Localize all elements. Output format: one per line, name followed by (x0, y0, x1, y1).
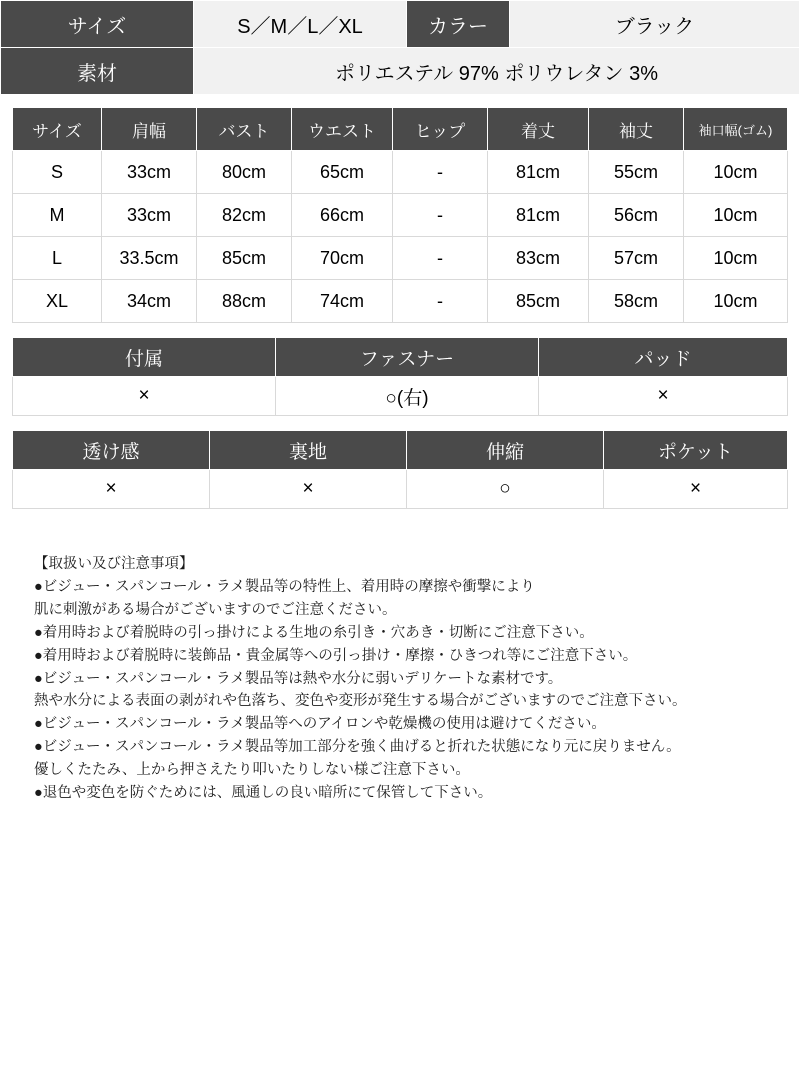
cell-size: XL (13, 280, 102, 323)
cell-bust: 82cm (197, 194, 292, 237)
spec-label-size: サイズ (1, 1, 194, 48)
table-header-row (13, 431, 788, 470)
feature-value-accessory: × (13, 377, 276, 416)
feature-header-zipper: ファスナー (276, 338, 539, 377)
cell-cuff: 10cm (684, 194, 788, 237)
table-header-row (13, 108, 788, 151)
table-row (13, 194, 788, 237)
cell-length: 83cm (488, 237, 589, 280)
col-header-shoulder: 肩幅 (102, 108, 197, 151)
spec-value-material: ポリエステル 97% ポリウレタン 3% (194, 48, 800, 95)
cell-hip: - (393, 280, 488, 323)
col-header-waist: ウエスト (292, 108, 393, 151)
spec-label-material: 素材 (1, 48, 194, 95)
property-value-pocket: × (604, 470, 788, 509)
note-line: ●ビジュー・スパンコール・ラメ製品等は熱や水分に弱いデリケートな素材です。 (34, 670, 563, 687)
cell-length: 81cm (488, 194, 589, 237)
feature-header-accessory: 付属 (13, 338, 276, 377)
property-header-sheerness: 透け感 (13, 431, 210, 470)
note-line: ●着用時および着脱時に装飾品・貴金属等への引っ掛け・摩擦・ひきつれ等にご注意下さい。 (34, 647, 638, 664)
cell-sleeve: 57cm (589, 237, 684, 280)
cell-bust: 85cm (197, 237, 292, 280)
cell-size: M (13, 194, 102, 237)
cell-length: 85cm (488, 280, 589, 323)
feature-value-zipper: ○(右) (276, 377, 539, 416)
col-header-sleeve: 袖丈 (589, 108, 684, 151)
properties-table (12, 430, 788, 509)
spec-label-color: カラー (407, 1, 510, 48)
cell-sleeve: 56cm (589, 194, 684, 237)
note-line: 【取扱い及び注意事項】 (34, 556, 194, 572)
cell-hip: - (393, 151, 488, 194)
cell-hip: - (393, 194, 488, 237)
cell-shoulder: 33cm (102, 151, 197, 194)
note-line: 優しくたたみ、上から押さえたり叩いたりしない様ご注意下さい。 (34, 762, 470, 779)
note-line: ●着用時および着脱時の引っ掛けによる生地の糸引き・穴あき・切断にご注意下さい。 (34, 624, 594, 641)
property-value-sheerness: × (13, 470, 210, 509)
note-line: ●ビジュー・スパンコール・ラメ製品等加工部分を強く曲げると折れた状態になり元に戻りません。 (34, 739, 681, 756)
cell-sleeve: 55cm (589, 151, 684, 194)
property-header-stretch: 伸縮 (407, 431, 604, 470)
features-table (12, 337, 788, 416)
table-row (1, 1, 800, 48)
cell-bust: 88cm (197, 280, 292, 323)
col-header-cuff: 袖口幅(ゴム) (684, 108, 788, 151)
cell-shoulder: 34cm (102, 280, 197, 323)
property-value-lining: × (210, 470, 407, 509)
feature-header-pad: パッド (539, 338, 788, 377)
cell-length: 81cm (488, 151, 589, 194)
property-value-stretch: ○ (407, 470, 604, 509)
note-line: ●ビジュー・スパンコール・ラメ製品等の特性上、着用時の摩擦や衝撃により (34, 578, 535, 595)
table-row (13, 377, 788, 416)
col-header-bust: バスト (197, 108, 292, 151)
cell-waist: 66cm (292, 194, 393, 237)
col-header-length: 着丈 (488, 108, 589, 151)
spec-value-size: S／M／L／XL (194, 1, 407, 48)
table-row (13, 470, 788, 509)
cell-sleeve: 58cm (589, 280, 684, 323)
cell-cuff: 10cm (684, 237, 788, 280)
table-header-row (13, 338, 788, 377)
table-row (13, 237, 788, 280)
cell-shoulder: 33.5cm (102, 237, 197, 280)
property-header-pocket: ポケット (604, 431, 788, 470)
note-line: 肌に刺激がある場合がございますのでご注意ください。 (34, 601, 397, 618)
table-row (1, 48, 800, 95)
cell-cuff: 10cm (684, 151, 788, 194)
col-header-hip: ヒップ (393, 108, 488, 151)
note-line: ●ビジュー・スパンコール・ラメ製品等へのアイロンや乾燥機の使用は避けてください。 (34, 716, 606, 733)
note-line: ●退色や変色を防ぐためには、風通しの良い暗所にて保管して下さい。 (34, 785, 493, 802)
cell-waist: 70cm (292, 237, 393, 280)
cell-cuff: 10cm (684, 280, 788, 323)
cell-waist: 65cm (292, 151, 393, 194)
cell-waist: 74cm (292, 280, 393, 323)
measurement-table (12, 107, 788, 323)
cell-size: S (13, 151, 102, 194)
spec-value-color: ブラック (510, 1, 800, 48)
cell-shoulder: 33cm (102, 194, 197, 237)
cell-hip: - (393, 237, 488, 280)
cell-bust: 80cm (197, 151, 292, 194)
care-instructions (34, 553, 766, 805)
col-header-size: サイズ (13, 108, 102, 151)
feature-value-pad: × (539, 377, 788, 416)
table-row (13, 151, 788, 194)
table-row (13, 280, 788, 323)
property-header-lining: 裏地 (210, 431, 407, 470)
spec-table (0, 0, 800, 95)
cell-size: L (13, 237, 102, 280)
note-line: 熱や水分による表面の剥がれや色落ち、変色や変形が発生する場合がございますのでご注意下さい。 (34, 693, 687, 710)
